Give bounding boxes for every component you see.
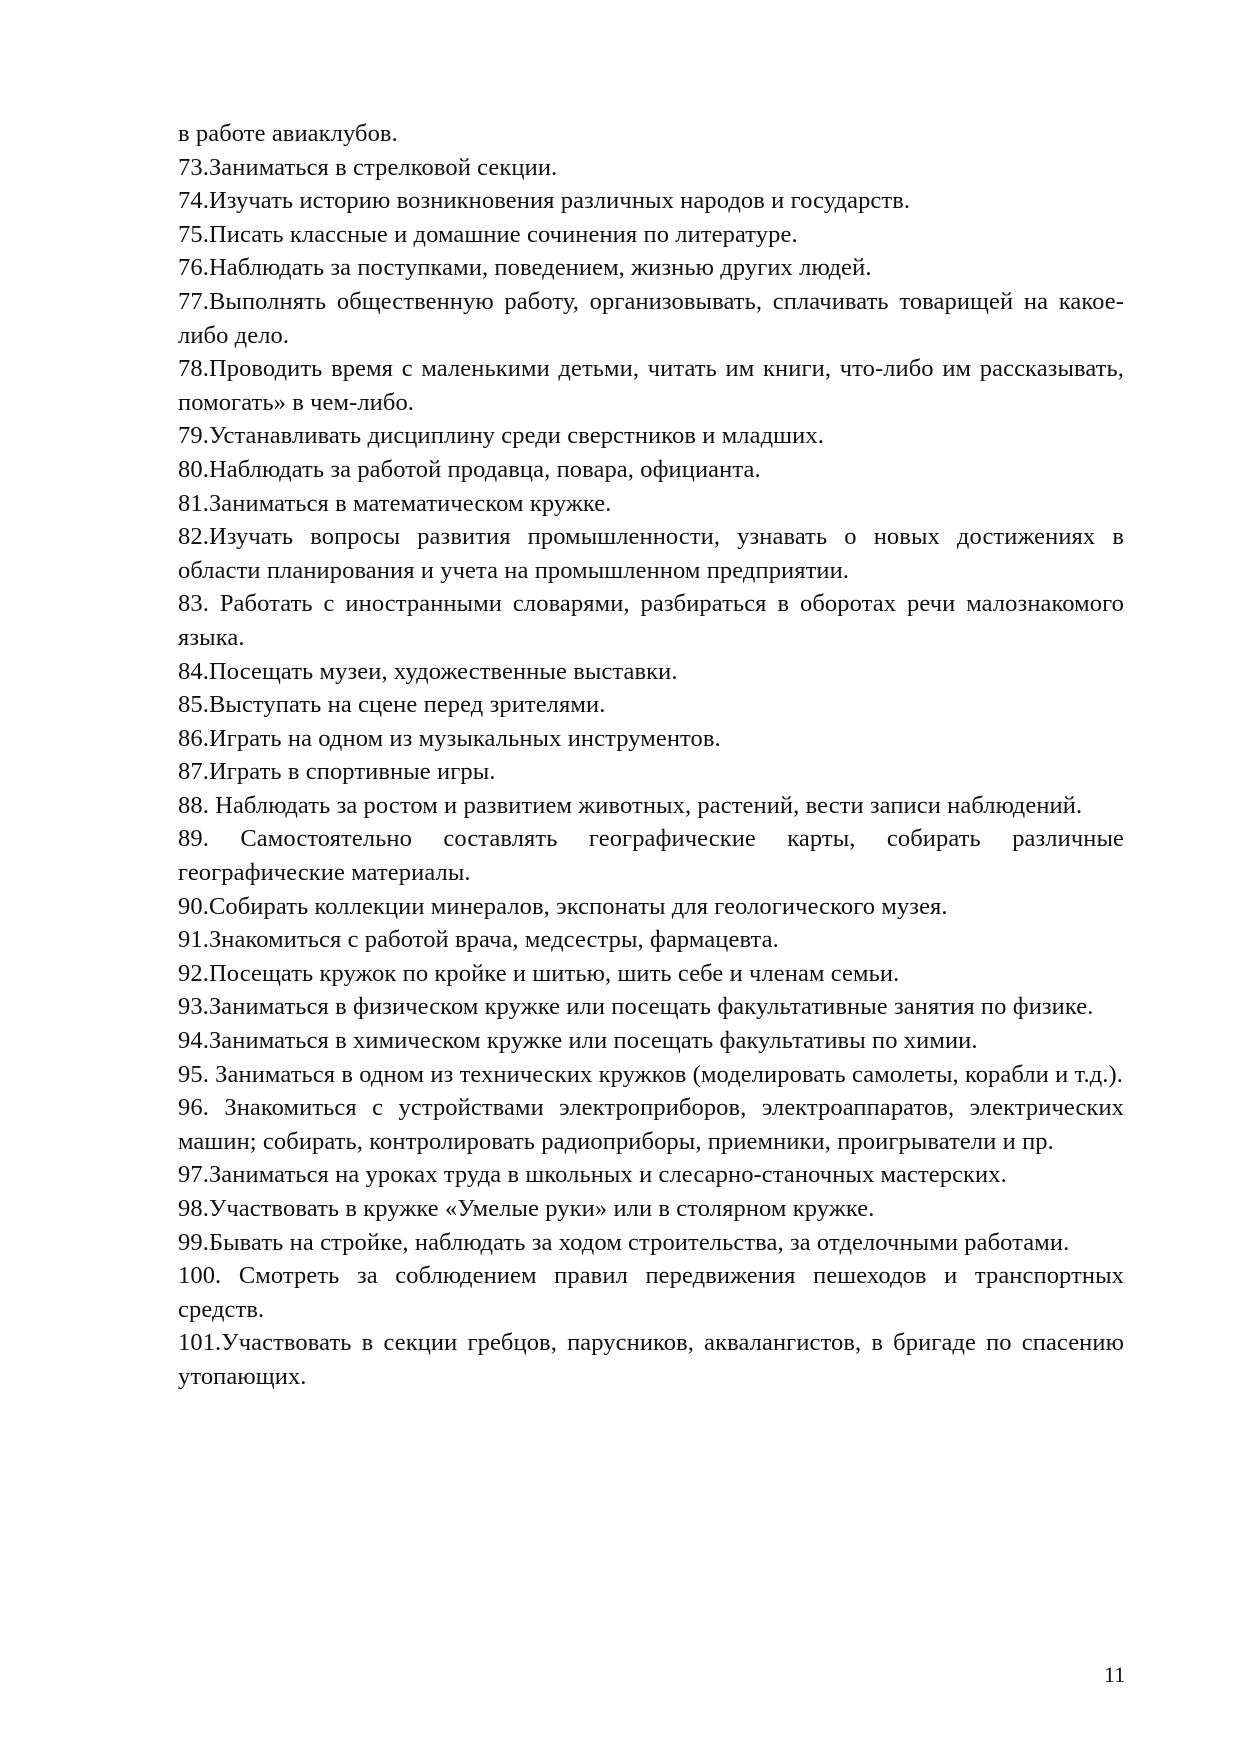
item-number: 100. [178, 1262, 239, 1290]
list-item [178, 1192, 1124, 1226]
list-item [178, 587, 1124, 654]
item-number: 75. [178, 220, 209, 248]
item-text: Посещать музеи, художественные выставки. [208, 657, 678, 685]
list-item [178, 487, 1124, 521]
list-item [178, 655, 1124, 689]
item-text: Посещать кружок по кройке и шитью, шить себе и членам семьи. [208, 959, 900, 987]
item-number: 74. [178, 187, 209, 215]
item-number: 78. [178, 355, 209, 383]
item-text: Собирать коллекции минералов, экспонаты для геологического музея. [208, 892, 948, 920]
item-text: Участвовать в секции гребцов, парусников, аквалангистов, в бригаде по спасению утопающих. [178, 1329, 1124, 1390]
item-text: Писать классные и домашние сочинения по литературе. [208, 220, 798, 248]
item-number: 98. [178, 1195, 209, 1222]
item-number: 97. [178, 1161, 209, 1189]
item-text: Изучать вопросы развития промышленности, узнавать о новых достижениях в области планирования и учета на промышленном предприятии. [178, 523, 1124, 584]
item-number: 90. [178, 892, 209, 920]
list-item [178, 722, 1124, 756]
list-item [178, 218, 1124, 252]
item-text: Заниматься в математическом кружке. [208, 489, 612, 517]
list-item [178, 890, 1124, 924]
list-item [178, 1024, 1124, 1058]
item-text: Выступать на сцене перед зрителями. [208, 691, 606, 719]
item-text: Бывать на стройке, наблюдать за ходом строительства, за отделочными работами. [208, 1228, 1070, 1256]
item-number: 91. [178, 926, 209, 954]
item-number: 77. [178, 287, 209, 315]
item-number: 82. [178, 523, 209, 551]
item-number: 95. [178, 1060, 216, 1088]
item-number: 80. [178, 455, 209, 483]
list-item [178, 453, 1124, 487]
item-number: 73. [178, 153, 209, 181]
item-number: 87. [178, 758, 209, 786]
list-item [178, 352, 1124, 419]
list-item [178, 957, 1124, 991]
list-item [178, 285, 1124, 352]
item-text: Проводить время с маленькими детьми, читать им книги, что-либо им рассказывать, помогать» в чем-либо. [178, 355, 1124, 416]
item-number: 85. [178, 691, 209, 719]
item-text: Играть в спортивные игры. [208, 758, 496, 786]
item-text: Знакомиться с устройствами электроприборов, электроаппаратов, электрических машин; собирать, контролировать радиоприборы, приемники, проигрыватели и пр. [178, 1094, 1125, 1155]
list-item [178, 520, 1124, 587]
list-item [178, 1326, 1124, 1393]
list-item [178, 184, 1124, 218]
item-text: Работать с иностранными словарями, разбираться в оборотах речи малознакомого языка. [178, 590, 1124, 651]
list-item [178, 1259, 1124, 1326]
item-number: 96. [178, 1094, 225, 1122]
item-text: Заниматься в химическом кружке или посещать факультативы по химии. [208, 1027, 978, 1055]
item-number: 76. [178, 254, 209, 282]
item-number: 79. [178, 422, 209, 450]
page-number: 11 [1104, 1662, 1126, 1687]
item-number: 89. [178, 825, 241, 853]
list-item [178, 251, 1124, 285]
list-item [178, 688, 1124, 722]
item-text: Заниматься в физическом кружке или посещать факультативные занятия по физике. [208, 993, 1094, 1021]
item-number: 86. [178, 724, 209, 752]
list-item [178, 1091, 1124, 1158]
item-number: 84. [178, 657, 209, 685]
item-text: Выполнять общественную работу, организовывать, сплачивать товарищей на какое-либо дело. [178, 287, 1124, 349]
list-item [178, 1058, 1124, 1092]
list-item [178, 755, 1124, 789]
item-text: Заниматься на уроках труда в школьных и слесарно-станочных мастерских. [208, 1161, 1007, 1189]
list-item [178, 990, 1124, 1024]
list-item [178, 1226, 1124, 1260]
item-list [178, 151, 1124, 1394]
list-item [178, 923, 1124, 957]
list-item [178, 789, 1124, 823]
item-number: 83. [178, 590, 220, 618]
item-text: Заниматься в стрелковой секции. [208, 153, 558, 181]
item-text: Устанавливать дисциплину среди сверстников и младших. [208, 422, 824, 450]
list-item [178, 1158, 1124, 1192]
item-number: 93. [178, 993, 209, 1021]
item-number: 81. [178, 489, 209, 517]
item-text: Самостоятельно составлять географические карты, собирать различные географические материалы. [178, 825, 1125, 887]
item-text: Наблюдать за поступками, поведением, жизнью других людей. [208, 254, 872, 282]
item-text: Наблюдать за работой продавца, повара, официанта. [208, 455, 761, 483]
item-text: Играть на одном из музыкальных инструментов. [208, 724, 721, 752]
item-text: Изучать историю возникновения различных народов и государств. [208, 187, 911, 215]
list-item [178, 151, 1124, 185]
document-body [178, 117, 1124, 1394]
item-number: 101. [178, 1329, 222, 1357]
item-number: 88. [178, 791, 216, 819]
item-number: 92. [178, 959, 209, 987]
lead-line: в работе авиаклубов. [178, 120, 398, 147]
item-text: Наблюдать за ростом и развитием животных, растений, вести записи наблюдений. [215, 791, 1083, 819]
list-item [178, 419, 1124, 453]
item-text: Заниматься в одном из технических кружков (моделировать самолеты, корабли и т.д.). [215, 1060, 1124, 1088]
item-text: Участвовать в кружке «Умелые руки» или в столярном кружке. [208, 1195, 875, 1222]
item-text: Знакомиться с работой врача, медсестры, фармацевта. [208, 926, 779, 954]
list-item [178, 822, 1124, 889]
item-text: Смотреть за соблюдением правил передвижения пешеходов и транспортных средств. [178, 1262, 1125, 1323]
item-number: 94. [178, 1027, 209, 1055]
item-number: 99. [178, 1228, 209, 1256]
